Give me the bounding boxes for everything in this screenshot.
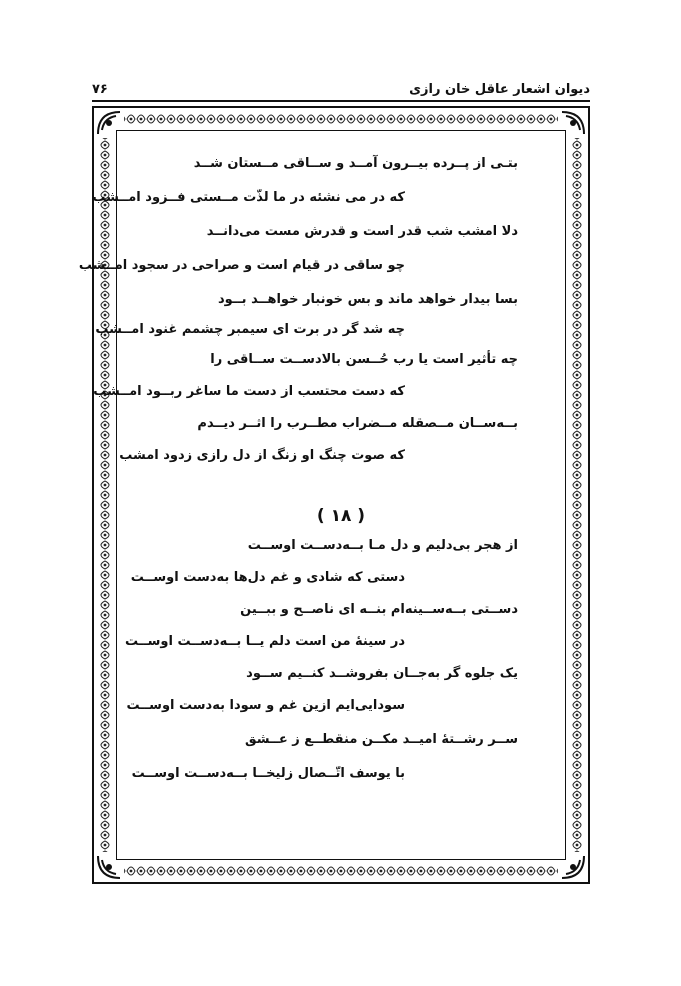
section-heading: ( ۱۸ ) [316, 506, 366, 526]
verse-line: ســر رشــتهٔ امیــد مکــن منقطــع ز عــشق [245, 732, 518, 747]
page-header [92, 82, 590, 102]
verse-line: که دست محتسب از دست ما ساغر ربــود امــشب [93, 384, 405, 399]
border-inner-line [116, 130, 566, 860]
verse-line: چه تأثیر است یا رب حُــسن بالادســت ســاقی را [210, 352, 518, 367]
verse-line: دستی که شادی و غم دل‌ها به‌دست اوســت [130, 570, 405, 585]
verse-line: که در می نشئه در ما لذّت مــستی فــزود امــشب [92, 190, 405, 205]
verse-line: در سینهٔ من است دلم یــا بــه‌دســت اوســت [125, 634, 405, 649]
border-pattern-bottom [96, 862, 586, 880]
verse-line: بتـی از پــرده بیــرون آمــد و ســاقی مــستان شــد [193, 156, 518, 171]
verse-line: دســتی بــه‌ســینه‌ام بنــه ای ناصــح و ببــین [240, 602, 518, 617]
verse-line: بــه‌ســان مــصقله مــضراب مطــرب را اثــر دیــدم [197, 416, 518, 431]
book-title: دیوان اشعار عاقل خان رازی [409, 82, 590, 97]
verse-line: سودایی‌ایم ازین غم و سودا به‌دست اوســت [126, 698, 405, 713]
verse-line: یک جلوه گر به‌جــان بفروشــد کنــیم ســود [246, 666, 518, 681]
verse-line: با یوسف اتّــصال زلیخــا بــه‌دســت اوســت [131, 766, 405, 781]
verse-line: چه شد گر در برت ای سیمبر چشمم غنود امــشب [95, 322, 405, 337]
header-rule [92, 100, 590, 102]
border-pattern-top [96, 110, 586, 128]
verse-line: چو ساقی در قیام است و صراحی در سجود امــشب [78, 258, 405, 273]
border-pattern-left [96, 110, 114, 880]
verse-line: بسا بیدار خواهد ماند و بس خونبار خواهــد بــود [217, 292, 518, 307]
verse-line: از هجر بی‌دلیم و دل مـا بــه‌دســت اوســت [247, 538, 518, 553]
verse-line: دلا امشب شب قدر است و قدرش مست می‌دانــد [206, 224, 518, 239]
page-number: ۷۶ [92, 82, 108, 97]
verse-line: که صوت چنگ او زنگ از دل رازی زدود امشب [119, 448, 405, 463]
border-pattern-right [568, 110, 586, 880]
